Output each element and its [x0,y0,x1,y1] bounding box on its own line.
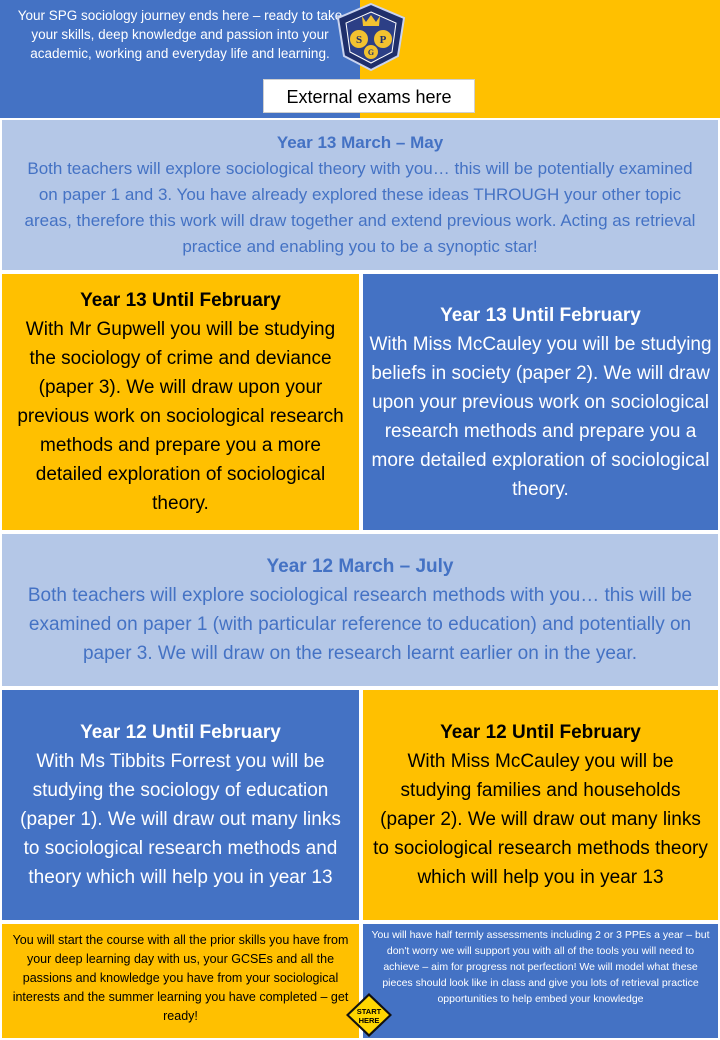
year13-feb-right-panel [361,272,720,532]
bottom-right-panel [358,922,720,1040]
year12-march-panel [0,532,720,688]
year12-march-body: Both teachers will explore sociological research methods with you… this will be examined on paper 1 (with particular reference to education) and potentially on paper 3. We will draw on the research learnt earlier on in the year. [27,585,693,664]
school-crest-icon [334,2,408,72]
bottom-left-text: You will start the course with all the prior skills you have from your deep learning day with us, your GCSEs and all the passions and knowledge you have from your sociological interests and the summer learning you have completed – get ready! [12,933,349,1023]
year13-feb-left-panel [0,272,361,532]
year13-feb-left-body: With Mr Gupwell you will be studying the sociology of crime and deviance (paper 3). We will draw upon your previous work on sociological research methods and prepare you a more detailed exploration of sociological theory. [17,319,344,514]
year13-feb-right-body: With Miss McCauley you will be studying beliefs in society (paper 2). We will draw upon your previous work on sociological research methods and prepare you a more detailed exploration of sociological theory. [369,333,712,500]
crest-graphic [334,2,408,72]
crest-letter-g: G [367,48,375,57]
start-sign-line2: HERE [358,1016,380,1025]
year12-march-heading: Year 12 March – July [266,556,454,577]
year12-feb-left-panel [0,688,361,922]
year13-feb-right-heading: Year 13 Until February [440,304,641,326]
start-sign-graphic [345,992,393,1038]
bottom-left-panel [0,922,361,1040]
external-exams-label: External exams here [263,79,475,113]
year12-feb-right-heading: Year 12 Until February [440,722,641,743]
year12-feb-right-panel [361,688,720,922]
year13-march-heading: Year 13 March – May [276,133,444,152]
intro-text: Your SPG sociology journey ends here – ready to take your skills, deep knowledge and passion into your academic, working and everyday life and learning. [17,8,343,61]
year13-feb-left-heading: Year 13 Until February [80,290,281,311]
bottom-right-text: You will have half termly assessments including 2 or 3 PPEs a year – but don't worry we will support you with all of the tools you will need to achieve – aim for progress not perfection! We will model what these pieces should look like in class and give you lots of retrieval practice opportunities to help embed your knowledge [371,929,710,1005]
year12-feb-left-body: With Ms Tibbits Forrest you will be studying the sociology of education (paper 1). We will draw out many links to sociological research methods and theory which will help you in year 13 [20,751,341,888]
start-sign-line1: START [356,1007,382,1016]
crest-letter-s: S [355,34,363,46]
year12-feb-right-body: With Miss McCauley you will be studying families and households (paper 2). We will draw out many links to sociological research methods theory which will help you in year 13 [373,751,708,888]
year13-march-panel [0,118,720,272]
start-here-sign-icon [345,992,393,1038]
year13-march-body: Both teachers will explore sociological theory with you… this will be potentially examined on paper 1 and 3. You have already explored these ideas THROUGH your other topic areas, therefore this work will draw together and extend previous work. Acting as retrieval practice and enabling you to be a synoptic star! [24,159,696,256]
year12-feb-left-heading: Year 12 Until February [80,722,281,743]
crest-letter-p: P [379,34,387,46]
